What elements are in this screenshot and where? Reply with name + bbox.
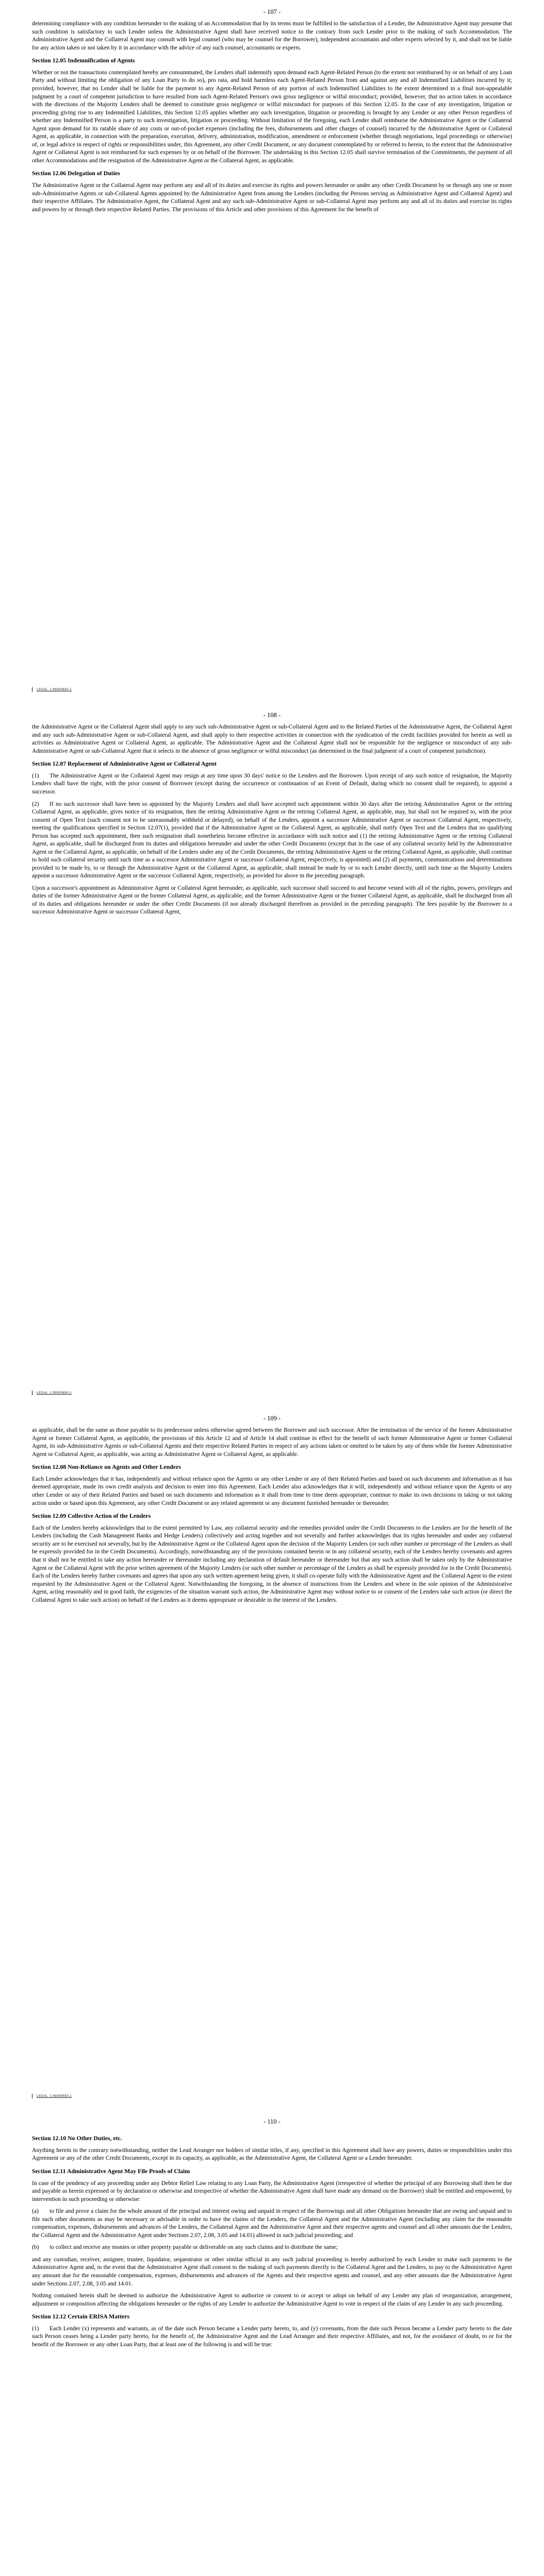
paragraph-text: Each Lender (x) represents and warrants, as of the date such Person became a Lender party hereto, to, and (y) covenants, from the date such Person became a Lender party hereto to the date such Person ceases being a Lender party hereto, for the benefit of, the Administrative Agent and the Lead Arranger and their respective Affiliates, and not, for the avoidance of doubt, to or for the benefit of the Borrower or any other Loan Party, that at least one of the following is and will be true: xyxy=(32,2325,512,2348)
page-footer xyxy=(32,1391,72,1395)
page-content xyxy=(32,1426,512,1608)
section-heading: Section 12.10 No Other Duties, etc. xyxy=(32,2134,122,2142)
paragraph-number: (2) xyxy=(32,800,39,807)
page-footer xyxy=(32,687,72,692)
section-heading: Section 12.12 Certain ERISA Matters xyxy=(32,2313,130,2320)
paragraph-number: (1) xyxy=(32,2325,39,2332)
section-heading: Section 12.08 Non-Reliance on Agents and Other Lenders xyxy=(32,1463,181,1471)
paragraph-text: to collect and receive any monies or other property payable or deliverable on any such claims and to distribute the same; xyxy=(50,2244,338,2251)
section-heading: Section 12.06 Delegation of Duties xyxy=(32,170,120,177)
page-109 xyxy=(0,1406,544,2110)
paragraph-number: (1) xyxy=(32,772,39,779)
page-110 xyxy=(0,2110,544,2576)
page-content xyxy=(32,20,512,217)
paragraph: determining compliance with any condition hereunder to the making of an Accommodation that by its terms must be fulfilled to the satisfaction of a Lender, the Administrative Agent may presume that such condition is satisfactory to such Lender unless the Administrative Agent shall have received notice to the contrary from such Lender prior to the making of such Accommodation. The Administrative Agent and the Collateral Agent may consult with legal counsel (who may be counsel for the Borrower), independent accountants and other experts selected by it, and shall not be liable for any action taken or not taken by it in accordance with the advice of any such counsel, accountants or experts. xyxy=(32,20,512,51)
paragraph: Each Lender acknowledges that it has, independently and without reliance upon the Agents or any other Lender or any of their Related Parties and based on such documents and information as it has deemed appropriate, made its own credit analysis and decision to enter into this Agreement. Each Lender also acknowledges that it will, independently and without reliance upon the Agents or any other Lender or any of their Related Parties and based on such documents and information as it shall from time to time deem appropriate, continue to make its own decisions in taking or not taking action under or based upon this Agreement, any other Credit Document or any related agreement or any document furnished hereunder or thereunder. xyxy=(32,1475,512,1506)
paragraph-text: If no such successor shall have been so appointed by the Majority Lenders and shall have accepted such appointment within 30 days after the retiring Administrative Agent or the retiring Collateral Agent, as applicable, gives notice of its resignation, then the retiring Administrative Agent or the retiring Collateral Agent, as applicable, may, but shall not be required to, with the prior consent of Open Text (such consent not to be unreasonably withheld or delayed), on behalf of the Lenders, appoint a successor Administrative Agent or successor Collateral Agent, respectively, meeting the qualifications specified in Section 12.07(1), provided that if the Administrative Agent or the Collateral Agent, as applicable, shall notify Open Text and the Lenders that no qualifying Person has accepted such appointment, then such resignation shall nonetheless become effective in accordance with such notice and (1) the retiring Administrative Agent or the retiring Collateral Agent, as applicable, shall be discharged from its duties and obligations hereunder and under the other Credit Documents (except that in the case of any collateral security held by the Administrative Agent or the Collateral Agent, as applicable, on behalf of the Lenders under any of the Credit Documents, the retiring Administrative Agent or the retiring Collateral Agent, as applicable, shall continue to hold such collateral security until such time as a successor Administrative Agent or successor Collateral Agent, respectively, is appointed) and (2) all payments, communications and determinations provided to be made by, to or through the Administrative Agent or the Collateral Agent, as applicable, shall instead be made by or to each Lender directly, until such time as the Majority Lenders appoint a successor Administrative Agent or the successor Collateral Agent, respectively, as provided for above in the preceding paragraph. xyxy=(32,800,512,879)
paragraph-number: (b) xyxy=(32,2244,39,2251)
numbered-paragraph xyxy=(32,772,512,796)
page-107 xyxy=(0,0,544,703)
page-footer xyxy=(32,2094,72,2098)
page-content xyxy=(32,2129,512,2352)
paragraph: as applicable, shall be the same as those payable to its predecessor unless otherwise agreed between the Borrower and such successor. After the termination of the service of the former Administrative Agent or former Collateral Agent, as applicable, the provisions of this Article 12 and of Article 14 shall continue in effect for the benefit of such former Administrative Agent or former Collateral Agent, its sub-Administrative Agents or sub-Collateral Agents and their respective Related Parties in respect of any actions taken or omitted to be taken by any of them while the former Administrative Agent or Collateral Agent, as applicable, was acting as Administrative Agent or Collateral Agent, as applicable. xyxy=(32,1427,512,1458)
paragraph: Anything herein to the contrary notwithstanding, neither the Lead Arranger nor holders of similar titles, if any, specified in this Agreement shall have any powers, duties or responsibilities under this Agreement or any of the other Credit Documents, except in its capacity, as applicable, as the Administrative Agent, the Collateral Agent or a Lender hereunder. xyxy=(32,2146,512,2162)
section-heading: Section 12.09 Collective Action of the Lenders xyxy=(32,1512,151,1520)
paragraph: Each of the Lenders hereby acknowledges that to the extent permitted by Law, any collateral security and the remedies provided under the Credit Documents to the Lenders are for the benefit of the Lenders (including the Cash Management Banks and Hedge Lenders) collectively and acting together and not severally and further acknowledges that its rights hereunder and under any collateral security are to be exercised not severally, but by the Administrative Agent or the Collateral Agent upon the decision of the Majority Lenders (or such other number or percentage of the Lenders as shall be expressly provided for in the Credit Documents). Accordingly, notwithstanding any of the provisions contained herein or in any collateral security, each of the Lenders hereby covenants and agrees that it shall not be entitled to take any action hereunder or thereunder including any declaration of default hereunder or thereunder but that any such action shall be taken only by the Administrative Agent or the Collateral Agent with the prior written agreement of the Majority Lenders (or such other number or percentage of the Lenders as shall be expressly provided for in the Credit Documents). Each of the Lenders hereby further covenants and agrees that upon any such written agreement being given, it shall co-operate fully with the Administrative Agent and the Collateral Agent to the extent requested by the Administrative Agent or the Collateral Agent. Notwithstanding the foregoing, in the absence of instructions from the Lenders and where in the sole opinion of the Administrative Agent, acting reasonably and in good faith, the exigencies of the situation warrant such action, the Administrative Agent may without notice to or consent of the Lenders take such action (or direct the Collateral Agent to take such action) on behalf of the Lenders as it deems appropriate or desirable in the interest of the Lenders. xyxy=(32,1524,512,1603)
paragraph: Upon a successor's appointment as Administrative Agent or Collateral Agent hereunder, as applicable, such successor shall succeed to and become vested with all of the rights, powers, privileges and duties of the former Administrative Agent or the former Collateral Agent, as applicable, and the former Administrative Agent or the former Collateral Agent, as applicable, shall be discharged from all of its duties and obligations hereunder or under the other Credit Documents (if not already discharged therefrom as provided in the preceding paragraph). The fees payable by the Borrower to a successor Administrative Agent or successor Collateral Agent, xyxy=(32,884,512,916)
paragraph: The Administrative Agent or the Collateral Agent may perform any and all of its duties and exercise its rights and powers hereunder or under any other Credit Document by or through any one or more sub-Administrative Agents or sub-Collateral Agents appointed by the Administrative Agent from among the Lenders (including the Persons serving as Administrative Agent and Collateral Agent) and their respective Affiliates. The Administrative Agent, the Collateral Agent and any such sub-Administrative Agent or sub-Collateral Agent may perform any and all of its duties and exercise its rights and powers by or through their respective Related Parties. The provisions of this Article and other provisions of this Agreement for the benefit of xyxy=(32,182,512,213)
numbered-paragraph xyxy=(32,2325,512,2349)
page-number: - 109 - xyxy=(263,1415,281,1422)
section-heading: Section 12.11 Administrative Agent May File Proofs of Claim xyxy=(32,2167,190,2175)
paragraph-text: The Administrative Agent or the Collateral Agent may resign at any time upon 30 days' notice to the Lenders and the Borrower. Upon receipt of any such notice of resignation, the Majority Lenders shall have the right, with the prior consent of Borrower (except during the occurrence or continuation of an Event of Default, during which no consent shall be required), to appoint a successor. xyxy=(32,772,512,795)
paragraph-text: to file and prove a claim for the whole amount of the principal and interest owing and unpaid in respect of the Borrowings and all other Obligations hereunder that are owing and unpaid and to file such other documents as may be necessary or advisable in order to have the claims of the Lenders, the Collateral Agent and the Administrative Agent (including any claim for the reasonable compensation, expenses, disbursements and advances of the Lenders, the Collateral Agent and the Administrative Agent and their respective agents and counsel and all other amounts due the Lenders, the Collateral Agent and the Administrative Agent under Sections 2.07, 2.08, 3.05 and 14.01) allowed in such judicial proceeding; and xyxy=(32,2208,512,2239)
paragraph: the Administrative Agent or the Collateral Agent shall apply to any such sub-Administrative Agent or sub-Collateral Agent and to the Related Parties of the Administrative Agent, the Collateral Agent and any such sub-Administrative Agent or sub-Collateral Agent, and shall apply to their respective activities in connection with the syndication of the credit facilities provided for herein as well as activities as Administrative Agent or Collateral Agent, as applicable. The Administrative Agent and the Collateral Agent shall not be responsible for the negligence or misconduct of any sub-Administrative Agent or sub-Collateral Agent that it selects in the absence of gross negligence or wilful misconduct (as determined in the final judgment of a court of competent jurisdiction). xyxy=(32,723,512,754)
paragraph: In case of the pendency of any proceeding under any Debtor Relief Law relating to any Loan Party, the Administrative Agent (irrespective of whether the principal of any Borrowing shall then be due and payable as herein expressed or by declaration or otherwise and irrespective of whether the Administrative Agent shall have made any demand on the Borrower) shall be entitled and empowered, by intervention in such proceeding or otherwise: xyxy=(32,2179,512,2202)
page-108 xyxy=(0,703,544,1406)
document-id: LEGAL_1:99300650.1 xyxy=(37,2094,72,2098)
section-heading: Section 12.07 Replacement of Administrative Agent or Collateral Agent xyxy=(32,760,217,768)
document-id: LEGAL_1:99300650.1 xyxy=(37,1391,72,1395)
section-heading: Section 12.05 Indemnification of Agents xyxy=(32,57,135,64)
page-number: - 108 - xyxy=(263,711,281,719)
numbered-paragraph xyxy=(32,2207,512,2239)
document-id: LEGAL_1:99300650.1 xyxy=(37,688,72,692)
paragraph: Whether or not the transactions contemplated hereby are consummated, the Lenders shall indemnify upon demand each Agent-Related Person (to the extent not reimbursed by or on behalf of any Loan Party and without limiting the obligation of any Loan Party to do so), pro rata, and hold harmless each Agent-Related Person from and against any and all Indemnified Liabilities incurred by it; provided, however, that no Lender shall be liable for the payment to any Agent-Related Person of any portion of such Indemnified Liabilities to the extent determined in a final non-appealable judgment by a court of competent jurisdiction to have resulted from such Agent-Related Person's own gross negligence or wilful misconduct; provided, however, that no action taken in accordance with the directions of the Majority Lenders shall be deemed to constitute gross negligence or wilful misconduct for purposes of this Section 12.05. In the case of any investigation, litigation or proceeding giving rise to any Indemnified Liabilities, this Section 12.05 applies whether any such investigation, litigation or proceeding is brought by any Lender or any other Person regardless of whether any Indemnified Person is a party to such investigation, litigation or proceeding. Without limitation of the foregoing, each Lender shall reimburse the Administrative Agent or the Collateral Agent upon demand for its ratable share of any costs or out-of-pocket expenses (including the fees, disbursements and other charges of counsel) incurred by the Administrative Agent or Collateral Agent, as applicable, in connection with the preparation, execution, delivery, administration, modification, amendment or enforcement (whether through negotiations, legal proceedings or otherwise) of, or legal advice in respect of rights or responsibilities under, this Agreement, any other Credit Document, or any document contemplated by or referred to herein, to the extent that the Administrative Agent or Collateral Agent is not reimbursed for such expenses by or on behalf of the Borrower. The undertaking in this Section 12.05 shall survive termination of the Commitments, the payment of all other Accommodations and the resignation of the Administrative Agent or the Collateral Agent, as applicable. xyxy=(32,69,512,164)
page-number: - 110 - xyxy=(263,2118,281,2125)
paragraph: Nothing contained herein shall be deemed to authorize the Administrative Agent to authorize or consent to or accept or adopt on behalf of any Lender any plan of reorganization, arrangement, adjustment or composition affecting the obligations hereunder or the rights of any Lender to authorize the Administrative Agent to vote in respect of the claim of any Lender in any such proceeding. xyxy=(32,2292,512,2307)
numbered-paragraph xyxy=(32,800,512,880)
paragraph: and any custodian, receiver, assignee, trustee, liquidator, sequestrator or other similar official in any such judicial proceeding is hereby authorized by each Lender to make such payments to the Administrative Agent and, in the event that the Administrative Agent shall consent to the making of such payments directly to the Collateral Agent and the Lenders, to pay to the Administrative Agent any amount due for the reasonable compensation, expenses, disbursements and advances of the Agents and their respective agents and counsel, and any other amounts due the Administrative Agent under Sections 2.07, 2.08, 3.05 and 14.01. xyxy=(32,2256,512,2287)
page-number: - 107 - xyxy=(263,8,281,15)
numbered-paragraph xyxy=(32,2243,512,2251)
page-content xyxy=(32,723,512,920)
paragraph-number: (a) xyxy=(32,2208,39,2215)
